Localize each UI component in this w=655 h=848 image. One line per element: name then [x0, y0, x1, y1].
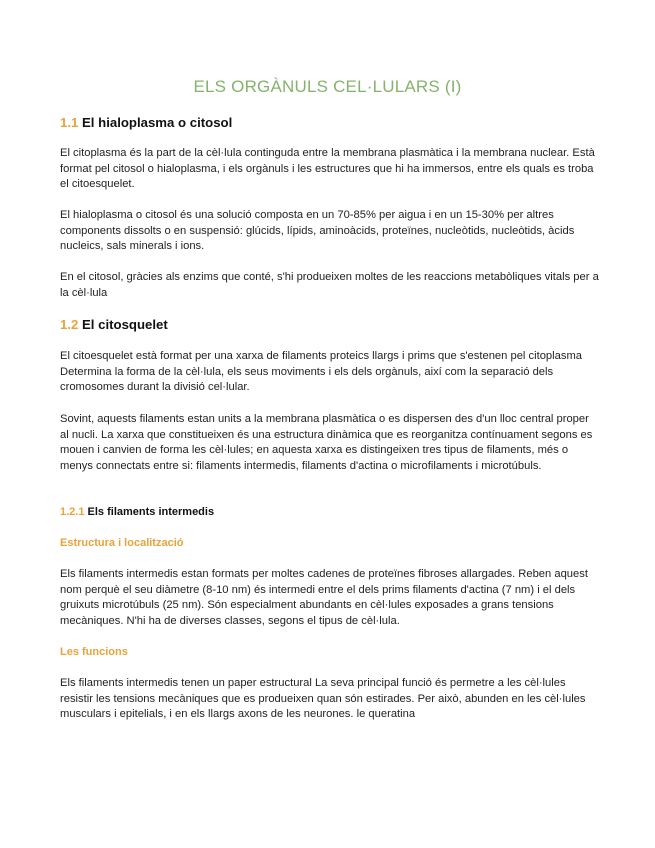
section-title-1-2-1: Els filaments intermedis — [87, 506, 215, 518]
section-number-1-1: 1.1 — [60, 115, 79, 130]
paragraph-1-2-a: El citoesquelet està format per una xarxa de filaments proteics llargs i prims que s'estenen pel citoplasma Determina la forma de la cèl·lula, els seus moviments i els dels orgànuls, així com la separació dels cromosomes durant la divisió cel·lular. — [60, 350, 582, 394]
section-heading-1-2 — [60, 317, 168, 332]
paragraph-structure: Els filaments intermedis estan formats per moltes cadenes de proteïnes fibroses allargades. Reben aquest nom perquè el seu diàmetre (8-10 nm) és intermedi entre el dels prims filaments d'actina (7 nm) i el dels gruixuts microtúbuls (25 nm). Són especialment abundants en cèl·lules exposades a grans tensions mecàniques. N'hi ha de diverses classes, segons el tipus de cèl·lula. — [60, 568, 588, 627]
section-number-1-2: 1.2 — [60, 317, 79, 332]
paragraph-1-2-b: Sovint, aquests filaments estan units a la membrana plasmàtica o es dispersen des d'un lloc central proper al nucli. La xarxa que constitueixen és una estructura dinàmica que es reorganitza contínuament segons es mouen i canvien de forma les cèl·lules; en aquesta xarxa es distingeixen tres tipus de filaments, més o menys connectats entre si: filaments intermedis, filaments d'actina o microfilaments i microtúbuls. — [60, 413, 593, 472]
subheading-functions: Les funcions — [60, 646, 128, 658]
paragraph-1-1-a: El citoplasma és la part de la cèl·lula continguda entre la membrana plasmàtica i la membrana nuclear. Està format pel citosol o hialoplasma, i els orgànuls i les estructures que hi ha immersos, entre els quals es troba el citoesquelet. — [60, 147, 595, 191]
section-title-1-2: El citosquelet — [82, 317, 168, 332]
section-heading-1-2-1 — [60, 506, 214, 518]
page-title: ELS ORGÀNULS CEL·LULARS (I) — [193, 77, 462, 96]
section-number-1-2-1: 1.2.1 — [60, 506, 85, 518]
paragraph-functions: Els filaments intermedis tenen un paper estructural La seva principal funció és permetre a les cèl·lules resistir les tensions mecàniques que es produeixen quan són estirades. Per això, abunden en les cèl·lules musculars i epitelials, i en els llargs axons de les neurones. le queratina — [60, 677, 586, 721]
section-heading-1-1 — [60, 115, 232, 130]
section-title-1-1: El hialoplasma o citosol — [82, 115, 233, 130]
paragraph-1-1-b: El hialoplasma o citosol és una solució composta en un 70-85% per aigua i en un 15-30% per altres components dissolts o en suspensió: glúcids, lípids, aminoàcids, proteïnes, nucleòtids, nucleòtids, àcids nucleics, sals minerals i ions. — [60, 209, 575, 253]
subheading-structure: Estructura i localització — [60, 537, 184, 549]
paragraph-1-1-c: En el citosol, gràcies als enzims que conté, s'hi produeixen moltes de les reaccions metabòliques vitals per a la cèl·lula — [60, 271, 599, 299]
